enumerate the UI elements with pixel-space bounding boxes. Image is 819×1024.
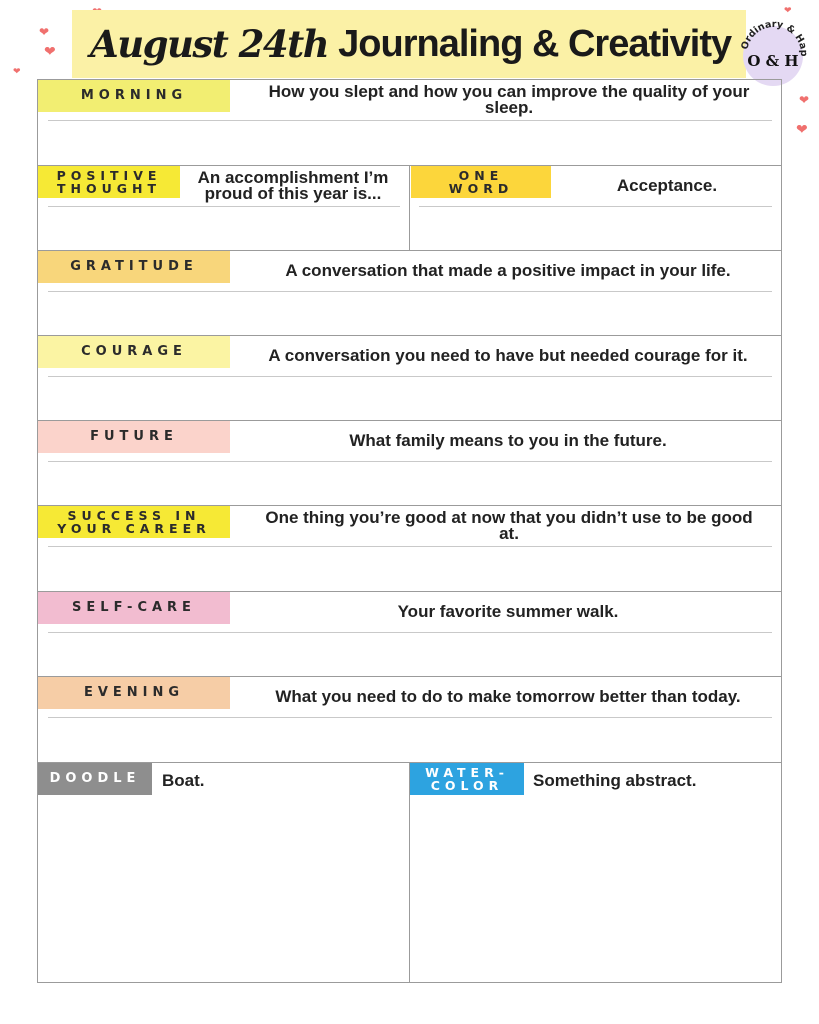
tag-morning: MORNING	[38, 80, 230, 112]
writing-line	[48, 206, 400, 207]
prompt-evening: What you need to do to make tomorrow better than today.	[275, 687, 741, 706]
tag-watercolor-line2: COLOR	[430, 778, 504, 793]
writing-line	[48, 291, 772, 292]
heart-decoration-icon: ❤	[799, 93, 810, 107]
column-divider	[409, 763, 410, 983]
prompt-morning: How you slept and how you can improve the quality of your sleep.	[268, 82, 750, 117]
writing-line	[48, 546, 772, 547]
prompt-gratitude: A conversation that made a positive impact in your life.	[285, 261, 731, 280]
prompt-positive-thought: An accomplishment I’m proud of this year is...	[197, 168, 389, 203]
section-self-care	[38, 592, 781, 677]
tag-success-line2: YOUR CAREER	[57, 521, 211, 536]
section-evening	[38, 677, 781, 763]
prompt-doodle: Boat.	[162, 771, 205, 790]
tag-watercolor-line1: WATER-	[425, 765, 509, 780]
tag-one-word	[411, 166, 551, 198]
tag-watercolor	[410, 763, 524, 795]
writing-line	[48, 376, 772, 377]
section-doodle-watercolor	[38, 763, 781, 983]
tag-positive-thought-line2: THOUGHT	[56, 181, 161, 196]
tag-future: FUTURE	[38, 421, 230, 453]
logo-arc-text: Ordinary & Hap	[739, 18, 810, 57]
prompt-success-in-your-career: One thing you’re good at now that you didn’t use to be good at.	[265, 508, 753, 543]
tag-doodle: DOODLE	[38, 763, 152, 795]
page-title-date: August 24th	[90, 22, 329, 66]
page-title	[90, 14, 731, 74]
section-future	[38, 421, 781, 506]
heart-decoration-icon: ❤	[796, 121, 808, 137]
heart-decoration-icon: ❤	[784, 5, 792, 15]
heart-decoration-icon: ❤	[13, 66, 21, 76]
tag-positive-thought	[38, 166, 180, 198]
tag-success-line1: SUCCESS IN	[67, 508, 201, 523]
prompt-self-care: Your favorite summer walk.	[397, 602, 619, 621]
heart-decoration-icon: ❤	[39, 25, 50, 39]
writing-line	[419, 206, 772, 207]
tag-courage: COURAGE	[38, 336, 230, 368]
tag-positive-thought-line1: POSITIVE	[56, 168, 162, 183]
page-title-text: Journaling & Creativity	[338, 22, 732, 65]
tag-gratitude: GRATITUDE	[38, 251, 230, 283]
tag-self-care: SELF-CARE	[38, 592, 230, 624]
column-divider	[409, 166, 410, 250]
section-morning	[38, 80, 781, 166]
logo-mark: O & H	[747, 52, 799, 70]
tag-one-word-line1: ONE	[458, 168, 504, 183]
section-success-in-your-career	[38, 506, 781, 592]
prompt-future: What family means to you in the future.	[349, 431, 667, 450]
section-gratitude	[38, 251, 781, 336]
heart-decoration-icon: ❤	[44, 43, 56, 59]
writing-line	[48, 717, 772, 718]
prompt-courage: A conversation you need to have but needed courage for it.	[268, 346, 748, 365]
writing-line	[48, 120, 772, 121]
prompt-one-word: Acceptance.	[616, 176, 718, 195]
tag-evening: EVENING	[38, 677, 230, 709]
writing-line	[48, 632, 772, 633]
section-positive-thought-one-word	[38, 166, 781, 251]
tag-one-word-line2: WORD	[448, 181, 514, 196]
section-courage	[38, 336, 781, 421]
journal-grid	[37, 79, 782, 983]
prompt-watercolor: Something abstract.	[533, 771, 697, 790]
tag-success-in-your-career	[38, 506, 230, 538]
writing-line	[48, 461, 772, 462]
